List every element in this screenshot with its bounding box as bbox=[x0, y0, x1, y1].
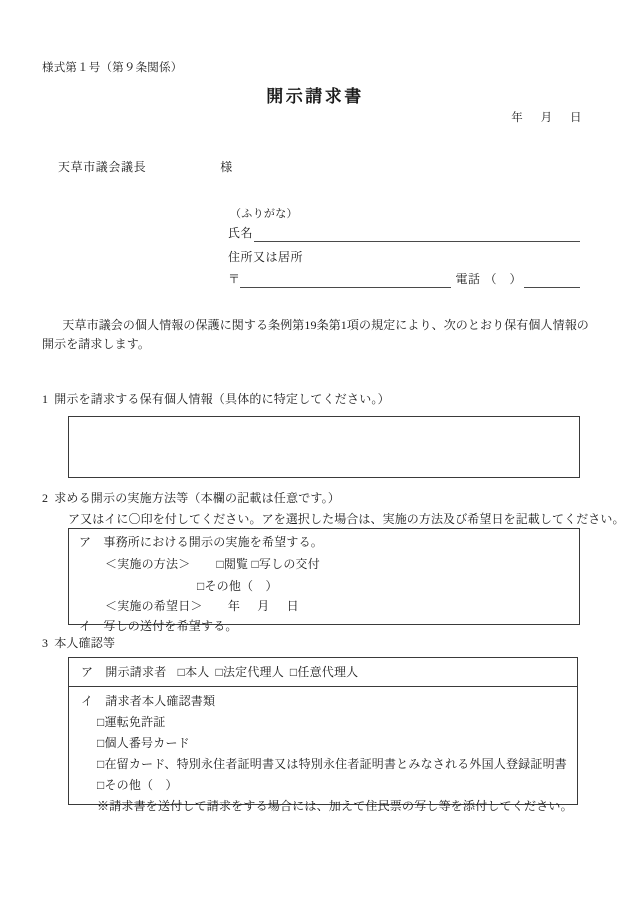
date-year-label: 年 bbox=[511, 112, 524, 124]
option-a-office-disclosure[interactable]: ア 事務所における開示の実施を希望する。 bbox=[79, 535, 324, 549]
checkbox-requester-voluntary-agent[interactable]: □任意代理人 bbox=[289, 665, 359, 679]
section-1-entry-box[interactable] bbox=[68, 416, 580, 478]
form-number: 様式第１号（第９条関係） bbox=[42, 62, 183, 74]
method-label: ＜実施の方法＞ bbox=[105, 557, 191, 571]
postal-mark-icon: 〒 bbox=[228, 271, 241, 286]
address-label: 住所又は居所 bbox=[228, 249, 304, 264]
desired-date-row bbox=[105, 597, 299, 615]
checkbox-requester-self[interactable]: □本人 bbox=[177, 665, 210, 679]
addressee-honorific: 様 bbox=[220, 160, 233, 174]
name-label: 氏名 bbox=[228, 225, 254, 240]
section-1-heading bbox=[42, 390, 390, 408]
section-3-box bbox=[68, 657, 578, 813]
address-input-rule[interactable] bbox=[240, 272, 451, 288]
checkbox-drivers-license[interactable]: □運転免許証 bbox=[97, 715, 166, 729]
requester-label: ア 開示請求者 bbox=[81, 665, 167, 679]
tel-label: 電話 bbox=[455, 271, 481, 286]
name-field-row bbox=[228, 224, 580, 242]
method-row bbox=[105, 555, 320, 573]
desired-month-label[interactable]: 月 bbox=[257, 599, 270, 613]
identity-documents-label: イ 請求者本人確認書類 bbox=[81, 694, 216, 708]
section-2-number: 2 bbox=[42, 491, 49, 505]
date-month-label: 月 bbox=[540, 112, 553, 124]
section-2-title: 求める開示の実施方法等（本欄の記載は任意です。） bbox=[54, 491, 341, 505]
option-i-mail-copy[interactable]: イ 写しの送付を希望する。 bbox=[79, 619, 238, 633]
document-title: 開示請求書 bbox=[266, 87, 364, 106]
addressee-line bbox=[58, 158, 233, 176]
checkbox-inspection[interactable]: □閲覧 bbox=[216, 557, 249, 571]
date-day-label: 日 bbox=[570, 112, 582, 124]
section-2-note: ア又はイに〇印を付してください。アを選択した場合は、実施の方法及び希望日を記載してください。 bbox=[68, 512, 625, 526]
date-line bbox=[511, 110, 582, 127]
requester-row bbox=[81, 663, 364, 681]
addressee-name: 天草市議会議長 bbox=[58, 160, 147, 174]
mail-submission-note: ※請求書を送付して請求をする場合には、加えて住民票の写し等を添付してください。 bbox=[97, 799, 573, 813]
section-3-number: 3 bbox=[42, 636, 49, 650]
section-1-title: 開示を請求する保有個人情報（具体的に特定してください。） bbox=[54, 392, 390, 406]
furigana-label: （ふりがな） bbox=[230, 208, 298, 220]
checkbox-requester-legal-agent[interactable]: □法定代理人 bbox=[215, 665, 284, 679]
postal-field-row bbox=[228, 270, 580, 288]
section-1-number: 1 bbox=[42, 392, 49, 406]
checkbox-residence-card[interactable]: □在留カード、特別永住者証明書又は特別永住者証明書とみなされる外国人登録証明書 bbox=[97, 757, 567, 771]
checkbox-copy-delivery[interactable]: □写しの交付 bbox=[251, 557, 320, 571]
desired-date-label: ＜実施の希望日＞ bbox=[105, 599, 203, 613]
checkbox-document-other[interactable]: □その他（ ） bbox=[97, 778, 178, 792]
statement-paragraph: 天草市議会の個人情報の保護に関する条例第19条第1項の規定により、次のとおり保有個人情報の開示を請求します。 bbox=[42, 318, 589, 352]
checkbox-method-other[interactable]: □その他（ ） bbox=[197, 579, 278, 593]
section-3-heading bbox=[42, 634, 115, 652]
checkbox-mynumber-card[interactable]: □個人番号カード bbox=[97, 736, 190, 750]
desired-year-label[interactable]: 年 bbox=[227, 599, 241, 613]
tel-input-rule[interactable] bbox=[524, 272, 580, 288]
section-2-heading bbox=[42, 489, 340, 507]
tel-area-code-field[interactable]: （ ） bbox=[484, 271, 522, 286]
name-input-rule[interactable] bbox=[254, 226, 580, 242]
section-3-title: 本人確認等 bbox=[54, 636, 116, 650]
section-2-box bbox=[68, 528, 580, 633]
desired-day-label[interactable]: 日 bbox=[286, 599, 299, 613]
applicant-block bbox=[228, 206, 580, 288]
